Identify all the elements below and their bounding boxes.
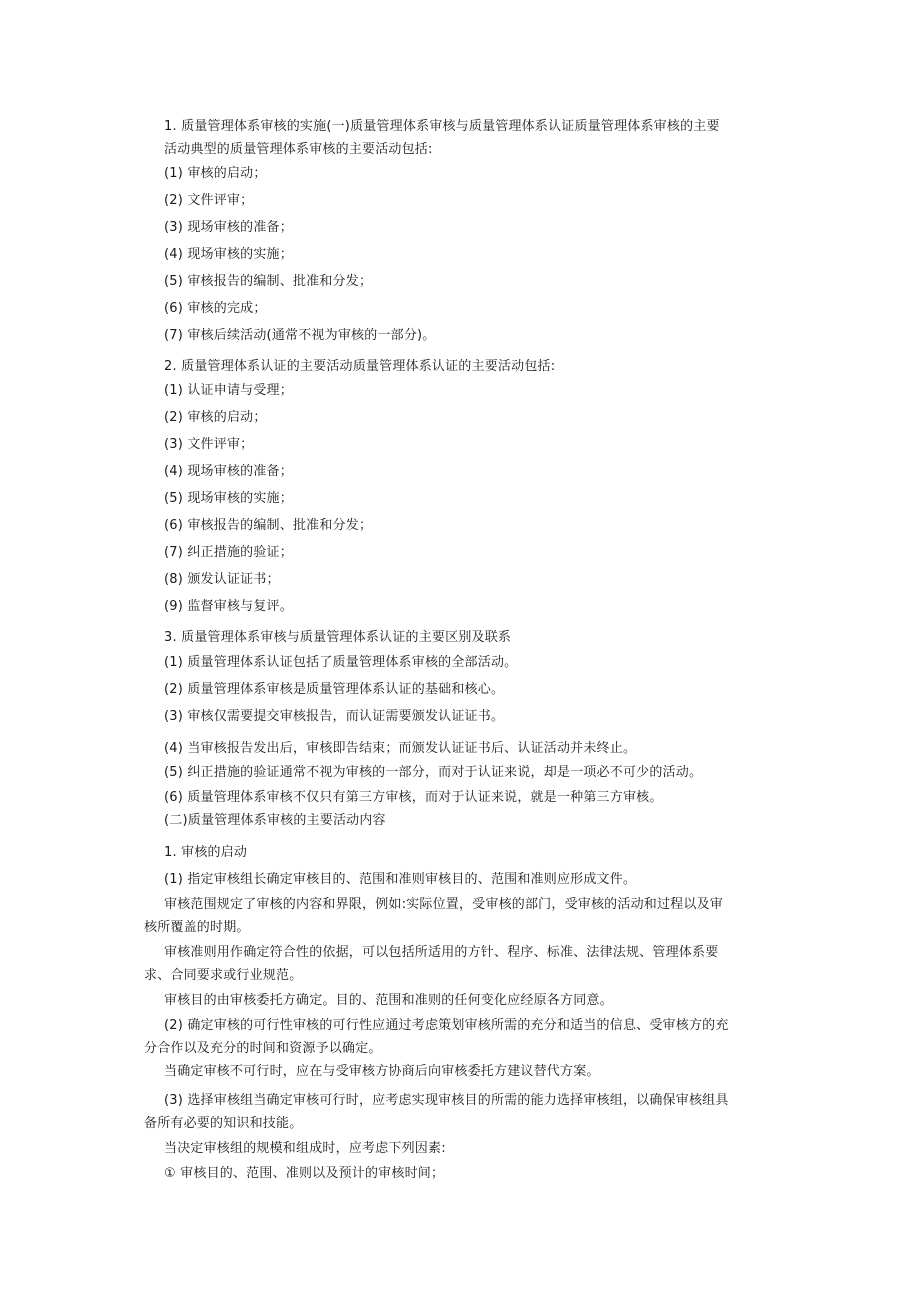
list-item: (6) 质量管理体系审核不仅只有第三方审核，而对于认证来说，就是一种第三方审核。 (164, 790, 663, 805)
paragraph-line: 求、合同要求或行业规范。 (144, 968, 303, 983)
list-item: (5) 审核报告的编制、批准和分发； (164, 274, 373, 289)
list-item: (2) 文件评审； (164, 193, 254, 208)
paragraph-line: 审核目的由审核委托方确定。目的、范围和准则的任何变化应经原各方同意。 (164, 993, 613, 1008)
heading-section-2: 2. 质量管理体系认证的主要活动质量管理体系认证的主要活动包括: (164, 359, 556, 374)
list-item: (9) 监督审核与复评。 (164, 599, 293, 614)
list-item: (1) 认证申请与受理； (164, 383, 293, 398)
list-item: (2) 审核的启动； (164, 410, 267, 425)
list-item: (3) 审核仅需要提交审核报告，而认证需要颁发认证证书。 (164, 709, 505, 724)
paragraph-line: (2) 确定审核的可行性审核的可行性应通过考虑策划审核所需的充分和适当的信息、受审核方的充 (164, 1018, 729, 1033)
paragraph-line: 核所覆盖的时期。 (144, 920, 250, 935)
list-item: (1) 质量管理体系认证包括了质量管理体系审核的全部活动。 (164, 655, 518, 670)
paragraph-line: 当确定审核不可行时，应在与受审核方协商后向审核委托方建议替代方案。 (164, 1064, 600, 1079)
list-item: (5) 纠正措施的验证通常不视为审核的一部分，而对于认证来说，却是一项必不可少的活动。 (164, 765, 703, 780)
list-item: (1) 审核的启动； (164, 166, 267, 181)
list-item: (8) 颁发认证证书； (164, 572, 280, 587)
list-item: (3) 文件评审； (164, 437, 254, 452)
paragraph-line: 备所有必要的知识和技能。 (144, 1116, 303, 1131)
list-item: (7) 纠正措施的验证； (164, 545, 293, 560)
paragraph-line: 当决定审核组的规模和组成时，应考虑下列因素: (164, 1141, 446, 1156)
paragraph-line: 审核准则用作确定符合性的依据，可以包括所适用的方针、程序、标准、法律法规、管理体系要 (164, 945, 719, 960)
heading-section-1: 1. 质量管理体系审核的实施(一)质量管理体系审核与质量管理体系认证质量管理体系审核的主要 (164, 119, 720, 134)
paragraph-line: (3) 选择审核组当确定审核可行时，应考虑实现审核目的所需的能力选择审核组，以确保审核组具 (164, 1093, 729, 1108)
heading-part-2: (二)质量管理体系审核的主要活动内容 (164, 813, 386, 828)
list-item: (6) 审核报告的编制、批准和分发； (164, 518, 373, 533)
list-item: (3) 现场审核的准备； (164, 220, 293, 235)
list-item: (2) 质量管理体系审核是质量管理体系认证的基础和核心。 (164, 682, 505, 697)
text-line: 活动典型的质量管理体系审核的主要活动包括: (164, 142, 433, 157)
paragraph-line: 审核范围规定了审核的内容和界限，例如:实际位置，受审核的部门，受审核的活动和过程以及审 (164, 897, 723, 912)
paragraph-line: 分合作以及充分的时间和资源予以确定。 (144, 1041, 382, 1056)
paragraph-line: (1) 指定审核组长确定审核目的、范围和准则审核目的、范围和准则应形成文件。 (164, 872, 637, 887)
list-item: (5) 现场审核的实施； (164, 491, 293, 506)
list-item: (4) 现场审核的实施； (164, 247, 293, 262)
list-item: (4) 现场审核的准备； (164, 464, 293, 479)
heading-subsection-1: 1. 审核的启动 (164, 845, 248, 860)
heading-section-3: 3. 质量管理体系审核与质量管理体系认证的主要区别及联系 (164, 630, 512, 645)
list-item: ① 审核目的、范围、准则以及预计的审核时间； (164, 1166, 445, 1181)
list-item: (7) 审核后续活动(通常不视为审核的一部分)。 (164, 328, 436, 343)
list-item: (4) 当审核报告发出后，审核即告结束；而颁发认证证书后、认证活动并未终止。 (164, 741, 637, 756)
list-item: (6) 审核的完成； (164, 301, 267, 316)
